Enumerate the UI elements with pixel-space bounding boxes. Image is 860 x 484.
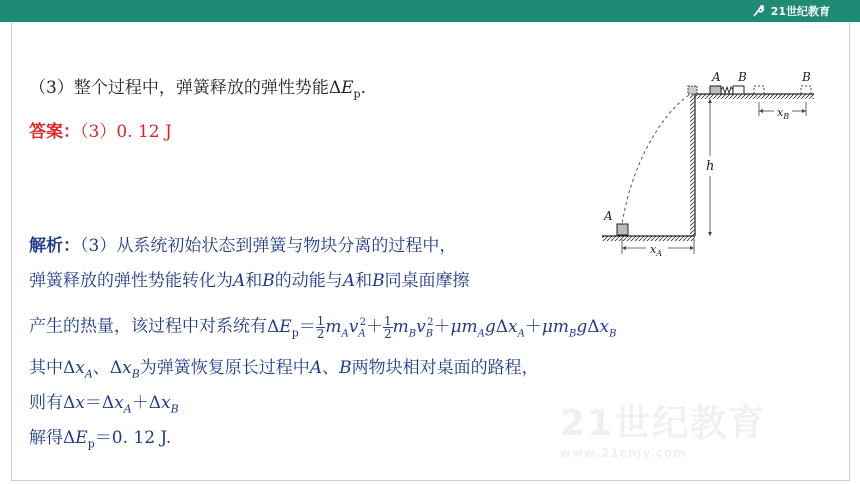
energy-equation: $\Delta E_p=1$ $2m_Av_A^2+1$ $2m_Bv_B^2+\mu m_Ag\Delta x_A+\mu m_Bg\Delta x_B$ xyxy=(267,313,617,341)
brand-logo xyxy=(752,2,830,20)
label-a-top: A xyxy=(712,70,721,84)
analysis-line-3 xyxy=(29,312,617,345)
answer-label: 答案： xyxy=(29,122,80,142)
watermark xyxy=(560,395,766,460)
label-a-bottom: A xyxy=(604,209,613,223)
analysis-label: 解析： xyxy=(29,236,80,256)
analysis-text-3: 产生的热量，该过程中对系统有 xyxy=(29,316,267,337)
floor xyxy=(602,236,695,241)
watermark-text: 21世纪教育 xyxy=(560,403,767,444)
analysis-line-1 xyxy=(29,235,456,257)
watermark-sub: www.21cnjy.com xyxy=(560,446,687,460)
analysis-line-4: 其中$\Delta x_A$、$\Delta x_B$为弹簧恢复原长过程中A、B两物块相对桌面的路程， xyxy=(29,358,539,381)
trajectory xyxy=(622,92,694,224)
analysis-line-2: 弹簧释放的弹性势能转化为A和B的动能与A和B同桌面摩擦 xyxy=(29,271,470,291)
block-a-floor xyxy=(617,224,628,235)
answer-line xyxy=(29,121,172,143)
runner-icon xyxy=(752,4,768,18)
analysis-line-5: 则有$\Delta x=\Delta x_A+\Delta x_B$ xyxy=(29,393,179,416)
label-xa: $x_A$ xyxy=(650,243,662,256)
block-b-ghost-2 xyxy=(801,86,811,94)
analysis-line-6: 解得$\Delta E_p=0$. 12 J. xyxy=(29,428,172,451)
table-wall xyxy=(690,94,695,236)
answer-text: （3）0. 12 J xyxy=(80,122,172,142)
table-top xyxy=(694,94,814,99)
label-b-top: B xyxy=(738,70,747,84)
block-a-edge xyxy=(688,86,697,94)
logo-text: 21世纪教育 xyxy=(770,5,830,18)
label-xb: $x_B$ xyxy=(777,106,790,121)
label-b-right: B xyxy=(802,70,811,84)
block-b-ghost-1 xyxy=(754,86,764,94)
block-b-top xyxy=(733,86,744,94)
header-bar xyxy=(0,0,860,22)
question-text: （3）整个过程中，弹簧释放的弹性势能$\Delta E_p$. xyxy=(29,78,366,101)
spring xyxy=(721,87,733,93)
block-a-top xyxy=(710,86,721,94)
physics-diagram xyxy=(598,66,830,256)
analysis-text-1: （3）从系统初始状态到弹簧与物块分离的过程中， xyxy=(80,236,457,256)
label-h: h xyxy=(706,159,715,174)
